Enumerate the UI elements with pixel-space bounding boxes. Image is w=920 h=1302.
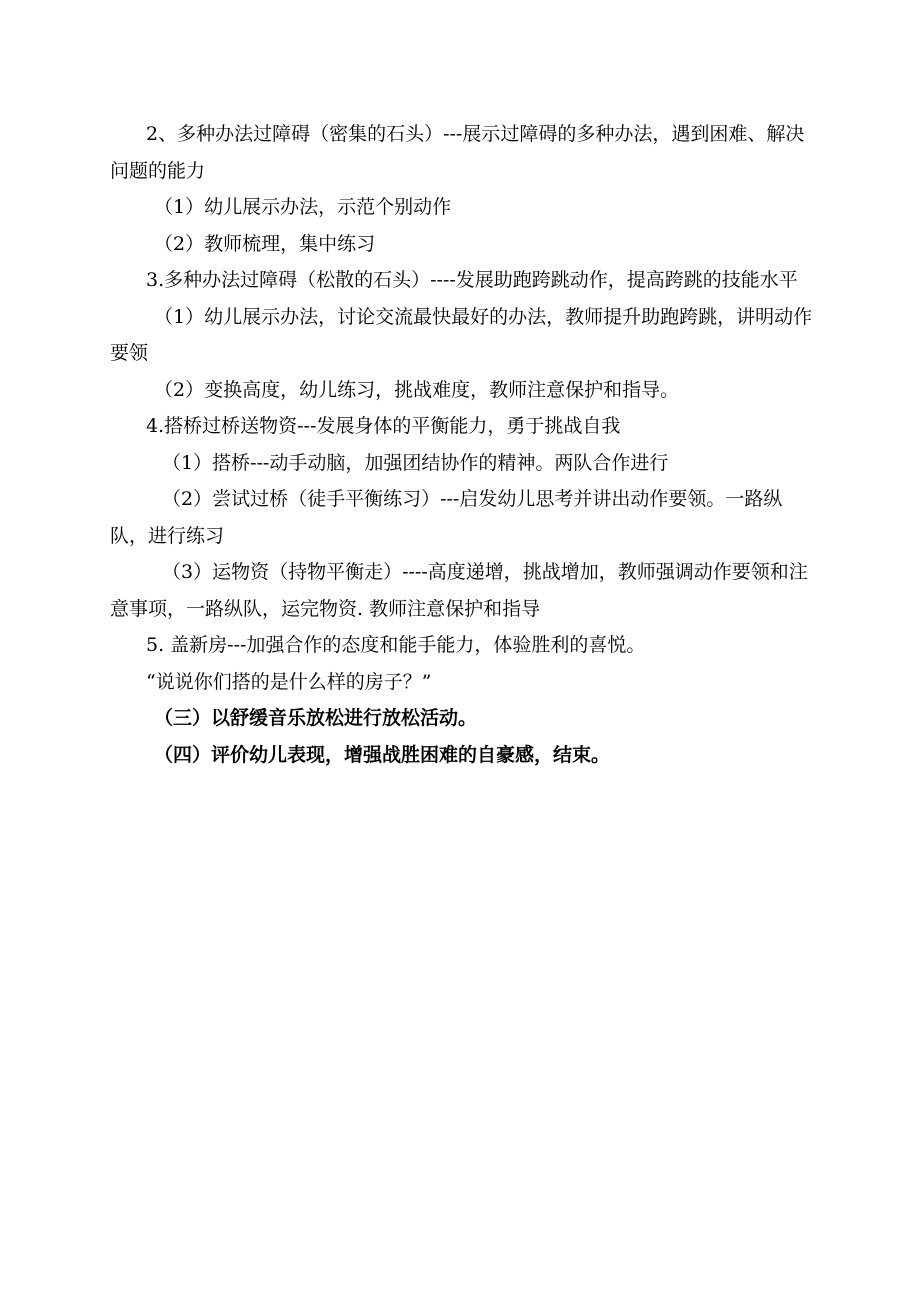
paragraph-step-5: 5. 盖新房---加强合作的态度和能手能力，体验胜利的喜悦。: [146, 634, 646, 656]
paragraph-step-3-2: （2）变换高度，幼儿练习，挑战难度，教师注意保护和指导。: [154, 378, 680, 401]
section-heading-relax: （三）以舒缓音乐放松进行放松活动。: [154, 707, 478, 729]
paragraph-quote: “说说你们搭的是什么样的房子？”: [146, 670, 432, 693]
paragraph-step-3-1: （1）幼儿展示办法，讨论交流最快最好的办法，教师提升助跑跨跳，讲明动作要领: [110, 305, 813, 364]
paragraph-step-4-2: （2）尝试过桥（徒手平衡练习）---启发幼儿思考并讲出动作要领。一路纵队，进行练习: [110, 488, 783, 547]
paragraph-step-4: 4.搭桥过桥送物资---发展身体的平衡能力，勇于挑战自我: [146, 415, 621, 437]
paragraph-step-2: 2、多种办法过障碍（密集的石头）---展示过障碍的多种办法，遇到困难、解决问题的能力: [110, 123, 805, 182]
paragraph-step-4-3: （3）运物资（持物平衡走）----高度递增，挑战增加，教师强调动作要领和注意事项，一路纵队，运完物资. 教师注意保护和指导: [110, 561, 808, 620]
paragraph-step-3: 3.多种办法过障碍（松散的石头）----发展助跑跨跳动作，提高跨跳的技能水平: [146, 269, 798, 291]
paragraph-step-2-1: （1）幼儿展示办法，示范个别动作: [154, 196, 452, 218]
document-page: [110, 116, 816, 773]
paragraph-step-4-1: （1）搭桥---动手动脑，加强团结协作的精神。两队合作进行: [162, 451, 669, 474]
paragraph-step-2-2: （2）教师梳理，集中练习: [154, 232, 376, 255]
section-heading-evaluate: （四）评价幼儿表现，增强战胜困难的自豪感，结束。: [154, 743, 611, 766]
